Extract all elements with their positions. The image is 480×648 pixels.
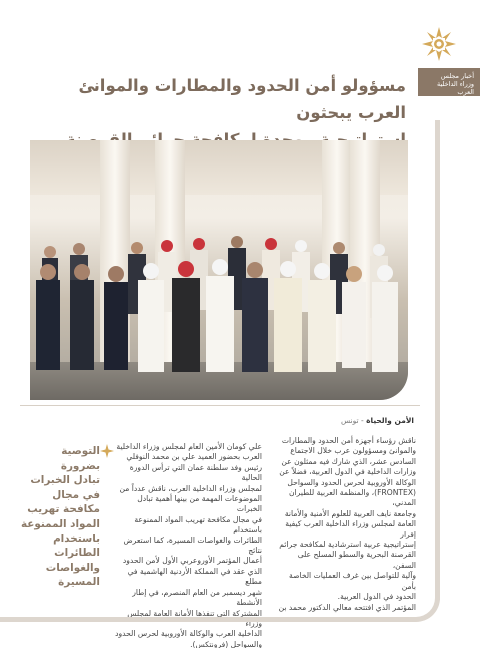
byline-source: الأمن والحياة	[366, 416, 414, 425]
body-text-line: إستراتيجية عربية استرشادية لمكافحة جرائم	[279, 540, 416, 550]
body-text-line: (FRONTEX)، والمنظمة العربية للطيران المدني،	[288, 488, 416, 508]
pull-quote-line: في مجال	[52, 488, 100, 501]
pull-quote-line: باستخدام	[53, 532, 100, 545]
body-text-line: في مجال مكافحة تهريب المواد الممنوعة باستخدام	[134, 514, 262, 535]
body-text-line: الوكالة الأوروبية لحرس الحدود والسواحل	[287, 477, 416, 487]
pull-quote-line: تبادل الخبرات	[30, 474, 100, 487]
pull-quote-line: المواد الممنوعة	[20, 517, 100, 530]
body-text-line: السادس عشر، الذي شارك فيه ممثلون عن	[281, 456, 416, 466]
body-text-line: القرصنة البحرية والسطو المسلح على السفن،	[297, 550, 416, 570]
section-tab	[418, 68, 480, 96]
pull-quote	[20, 444, 100, 590]
body-text-line: علي كومان الأمين العام لمجلس وزراء الداخلية	[116, 442, 262, 451]
section-tab-line: وزراء الداخلية	[437, 80, 474, 88]
pull-quote-line: المسيرة	[58, 576, 100, 589]
body-text-line: والموانئ ومسؤولون عرب خلال الاجتماع	[290, 446, 416, 456]
body-text-line: وآلية للتواصل بين غرف العمليات الخاصة بأمن	[289, 571, 416, 591]
section-tab-line: العرب	[457, 88, 474, 96]
body-text-line: الطائرات والغواصات المسيرة، كما استعرض نتائج	[123, 535, 262, 556]
photo-people	[30, 140, 408, 400]
pull-quote-line: الطائرات	[54, 547, 100, 560]
body-text-line: والسواحل (فرونتكس).	[190, 639, 262, 648]
section-tab-line: أخبار مجلس	[440, 72, 474, 80]
body-text-line: الحدود في الدول العربية.	[337, 592, 416, 602]
body-text-line: وجامعة نايف العربية للعلوم الأمنية والأمانة	[284, 508, 416, 518]
body-text-line: أعمال المؤتمر الأوروعربي الأول لأمن الحدود	[122, 556, 262, 566]
headline-line: مسؤولو أمن الحدود والمطارات والموانئ العرب يبحثون	[78, 76, 406, 122]
pull-quote-line: والغواصات	[45, 561, 100, 574]
body-text-line: شهر ديسمبر من العام المنصرم، في إطار الأنشطة	[132, 587, 262, 608]
byline-location: - تونس	[340, 416, 367, 425]
body-column-right	[274, 436, 416, 613]
pull-quote-line: مكافحة تهريب	[27, 503, 100, 516]
page-border-side	[435, 120, 440, 600]
body-text-line: العامة لمجلس وزراء الداخلية العرب كيفية إقرار	[285, 519, 416, 539]
body-text-line: العرب بحضور العميد علي بن محمد النوفلي	[126, 452, 262, 462]
body-text-line: لمجلس وزراء الداخلية العرب، ناقش عدداً من	[119, 483, 262, 493]
body-text-line: رئيس وفد سلطنة عمان التي ترأس الدورة الحالية	[129, 462, 262, 483]
page-border-bottom	[0, 598, 440, 622]
body-text-line: الموضوعات المهمة من بينها أهمية تبادل الخبرات	[137, 494, 262, 514]
pull-quote-line: التوصية بضرورة	[60, 445, 100, 472]
group-photo	[30, 140, 408, 400]
body-text-line: الداخلية العرب والوكالة الأوروبية لحرس الحدود	[115, 629, 262, 639]
byline	[274, 416, 414, 425]
photo-divider	[20, 400, 420, 406]
body-text-line: وزارات الداخلية في الدول العربية، فضلاً عن	[279, 467, 416, 477]
body-text-line: ناقش رؤساء أجهزة أمن الحدود والمطارات	[281, 436, 416, 445]
body-text-line: المؤتمر الذي افتتحه معالي الدكتور محمد بن	[278, 602, 416, 612]
body-text-line: الذي عقد في المملكة الأردنية الهاشمية في مطلع	[127, 566, 262, 587]
star-ornament-icon	[100, 444, 114, 458]
body-text-line: المشتركة التي تنفذها الأمانة العامة لمجلس وزراء	[127, 608, 262, 628]
star-emblem-icon	[421, 26, 457, 62]
